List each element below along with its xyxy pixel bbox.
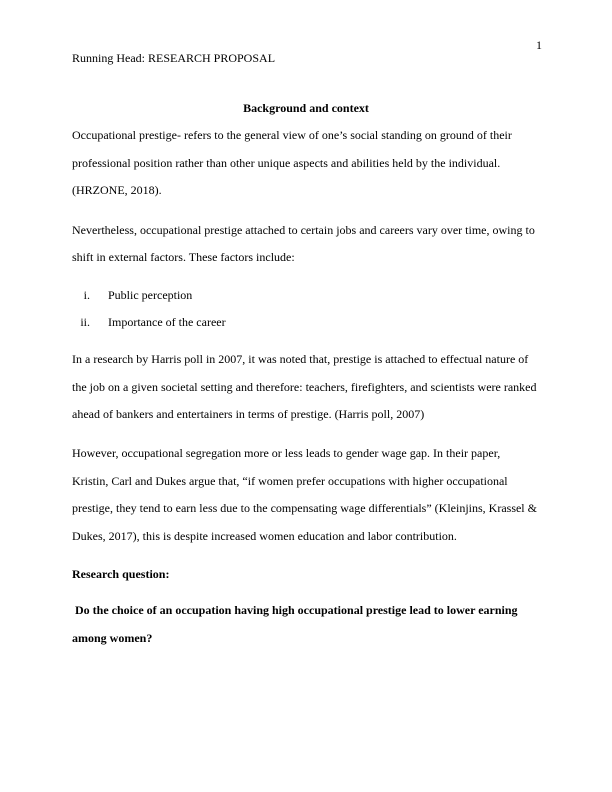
paragraph-line: prestige, they tend to earn less due to the compensating wage differentials” (Kleinjins, Krassel & [72,501,537,515]
paragraph-line: (HRZONE, 2018). [72,183,162,197]
paragraph-line: Occupational prestige- refers to the general view of one’s social standing on ground of their [72,128,512,142]
research-question-line: Do the choice of an occupation having high occupational prestige lead to lower earning [75,603,518,617]
paragraph-line: Dukes, 2017), this is despite increased women education and labor contribution. [72,529,457,543]
paragraph-line: Nevertheless, occupational prestige attached to certain jobs and careers vary over time, owing to [72,223,535,237]
paragraph-line: shift in external factors. These factors include: [72,250,295,264]
running-head: Running Head: RESEARCH PROPOSAL [72,51,276,65]
paragraph-line: ahead of bankers and entertainers in terms of prestige. (Harris poll, 2007) [72,407,425,421]
section-heading: Background and context [243,101,369,115]
research-question-label: Research question: [72,567,170,581]
paragraph-line: Kristin, Carl and Dukes argue that, “if women prefer occupations with higher occupational [72,474,508,488]
paragraph-line: professional position rather than other unique aspects and abilities held by the individual. [72,156,501,170]
research-question-line: among women? [72,631,153,645]
list-item: Importance of the career [108,315,226,329]
page-number: 1 [536,38,542,52]
list-marker: ii. [80,315,90,329]
list-item: Public perception [108,288,193,302]
list-marker: i. [83,288,90,302]
paragraph-line: In a research by Harris poll in 2007, it was noted that, prestige is attached to effectual nature of [72,352,529,366]
paragraph-line: However, occupational segregation more or less leads to gender wage gap. In their paper, [72,446,501,460]
paragraph-line: the job on a given societal setting and therefore: teachers, firefighters, and scientists were ranked [72,380,537,394]
